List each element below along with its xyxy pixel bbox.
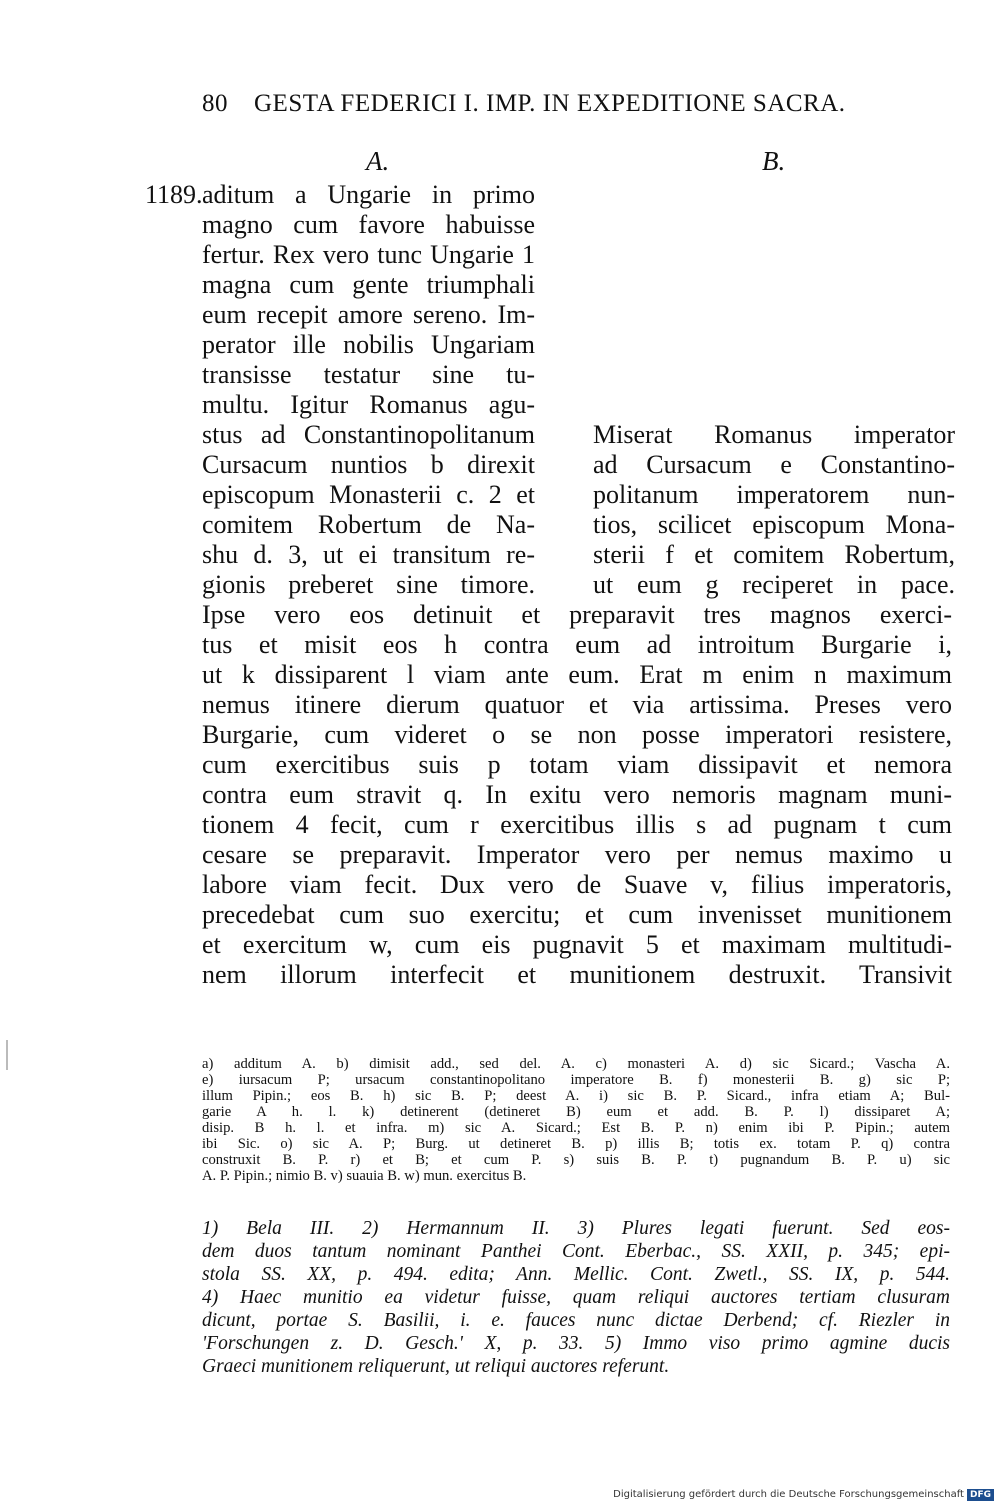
col-b-line: Miserat Romanus imperator: [593, 420, 955, 449]
body-line: tus et misit eos h contra eum ad introitum Burgarie i,: [202, 630, 952, 659]
variant-note-line: ibi Sic. o) sic A. P; Burg. ut detineret B. p) illis B; totis ex. totam P. q) contra: [202, 1136, 950, 1152]
body-line: Ipse vero eos detinuit et preparavit tres magnos exerci-: [202, 600, 952, 629]
col-a-line: eum recepit amore sereno. Im-: [202, 300, 535, 329]
page-number: 80: [202, 90, 228, 117]
col-a-line: stus ad Constantinopolitanum: [202, 420, 535, 449]
variant-note-line: garie A h. l. k) detinerent (detineret B) eum et add. B. P. l) dissiparet A;: [202, 1104, 950, 1120]
footnote-line: 'Forschungen z. D. Gesch.' X, p. 33. 5) Immo viso primo agmine ducis: [202, 1333, 950, 1354]
running-header: [202, 90, 922, 118]
dfg-logo: DFG: [967, 1489, 994, 1501]
footnote-line: 1) Bela III. 2) Hermannum II. 3) Plures legati fuerunt. Sed eos-: [202, 1218, 950, 1239]
credit-text: Digitalisierung gefördert durch die Deutsche Forschungsgemeinschaft: [613, 1489, 964, 1500]
col-b-line: politanum imperatorem nun-: [593, 480, 955, 509]
col-a-line: Cursacum nuntios b direxit: [202, 450, 535, 479]
body-line: nem illorum interfecit et munitionem destruxit. Transivit: [202, 960, 952, 989]
column-a-label: A.: [366, 146, 390, 176]
col-a-line: shu d. 3, ut ei transitum re-: [202, 540, 535, 569]
col-a-line: gionis preberet sine timore.: [202, 570, 535, 599]
scan-artifact: [6, 1040, 8, 1070]
body-line: labore viam fecit. Dux vero de Suave v, filius imperatoris,: [202, 870, 952, 899]
body-line: tionem 4 fecit, cum r exercitibus illis s ad pugnam t cum: [202, 810, 952, 839]
variant-note-line: e) iursacum P; ursacum constantinopolitano imperatore B. f) monesterii B. g) sic P;: [202, 1072, 950, 1088]
column-b-label: B.: [762, 146, 786, 176]
variant-note-line: illum Pipin.; eos B. h) sic B. P; deest A. i) sic B. P. Sicard., infra etiam A; Bul-: [202, 1088, 950, 1104]
footnote-line: dem duos tantum nominant Panthei Cont. Eberbac., SS. XXII, p. 345; epi-: [202, 1241, 950, 1262]
body-line: contra eum stravit q. In exitu vero nemoris magnam muni-: [202, 780, 952, 809]
body-line: nemus itinere dierum quatuor et via artissima. Preses vero: [202, 690, 952, 719]
col-b-line: ad Cursacum e Constantino-: [593, 450, 955, 479]
body-line: Burgarie, cum videret o se non posse imperatori resistere,: [202, 720, 952, 749]
body-line: et exercitum w, cum eis pugnavit 5 et maximam multitudi-: [202, 930, 952, 959]
footnote-line: dicunt, portae S. Basilii, i. e. fauces nunc dictae Derbend; cf. Riezler in: [202, 1310, 950, 1331]
digitization-credit: [613, 1489, 994, 1501]
col-a-line: episcopum Monasterii c. 2 et: [202, 480, 535, 509]
footnote-line: Graeci munitionem reliquerunt, ut reliqui auctores referunt.: [202, 1356, 670, 1377]
footnote-line: stola SS. XX, p. 494. edita; Ann. Mellic. Cont. Zwetl., SS. IX, p. 544.: [202, 1264, 950, 1285]
col-b-line: ut eum g reciperet in pace.: [593, 570, 955, 599]
col-a-line: fertur. Rex vero tunc Ungarie 1: [202, 240, 535, 269]
page-title: GESTA FEDERICI I. IMP. IN EXPEDITIONE SACRA.: [254, 90, 846, 117]
col-b-line: sterii f et comitem Robertum,: [593, 540, 955, 569]
col-a-line: magno cum favore habuisse: [202, 210, 535, 239]
variant-note-line: disip. B h. l. et infra. m) sic A. Sicard.; Est B. P. n) enim ibi P. Pipin.; autem: [202, 1120, 950, 1136]
body-line: precedebat cum suo exercitu; et cum invenisset munitionem: [202, 900, 952, 929]
body-line: cum exercitibus suis p totam viam dissipavit et nemora: [202, 750, 952, 779]
col-b-line: tios, scilicet episcopum Mona-: [593, 510, 955, 539]
variant-note-line: construxit B. P. r) et B; et cum P. s) suis B. P. t) pugnandum B. P. u) sic: [202, 1152, 950, 1168]
footnote-line: 4) Haec munitio ea videtur fuisse, quam reliqui auctores tertiam clusuram: [202, 1287, 950, 1308]
col-a-line: magna cum gente triumphali: [202, 270, 535, 299]
col-a-line: comitem Robertum de Na-: [202, 510, 535, 539]
body-line: ut k dissiparent l viam ante eum. Erat m enim n maximum: [202, 660, 952, 689]
variant-note-line: a) additum A. b) dimisit add., sed del. A. c) monasteri A. d) sic Sicard.; Vascha A.: [202, 1056, 950, 1072]
col-a-line: multu. Igitur Romanus agu-: [202, 390, 535, 419]
body-line: cesare se preparavit. Imperator vero per nemus maximo u: [202, 840, 952, 869]
col-a-line: perator ille nobilis Ungariam: [202, 330, 535, 359]
year-marginal: 1189.: [145, 180, 203, 209]
col-a-line: aditum a Ungarie in primo: [202, 180, 535, 209]
variant-note-line: A. P. Pipin.; nimio B. v) suauia B. w) mun. exercitus B.: [202, 1168, 527, 1184]
col-a-line: transisse testatur sine tu-: [202, 360, 535, 389]
